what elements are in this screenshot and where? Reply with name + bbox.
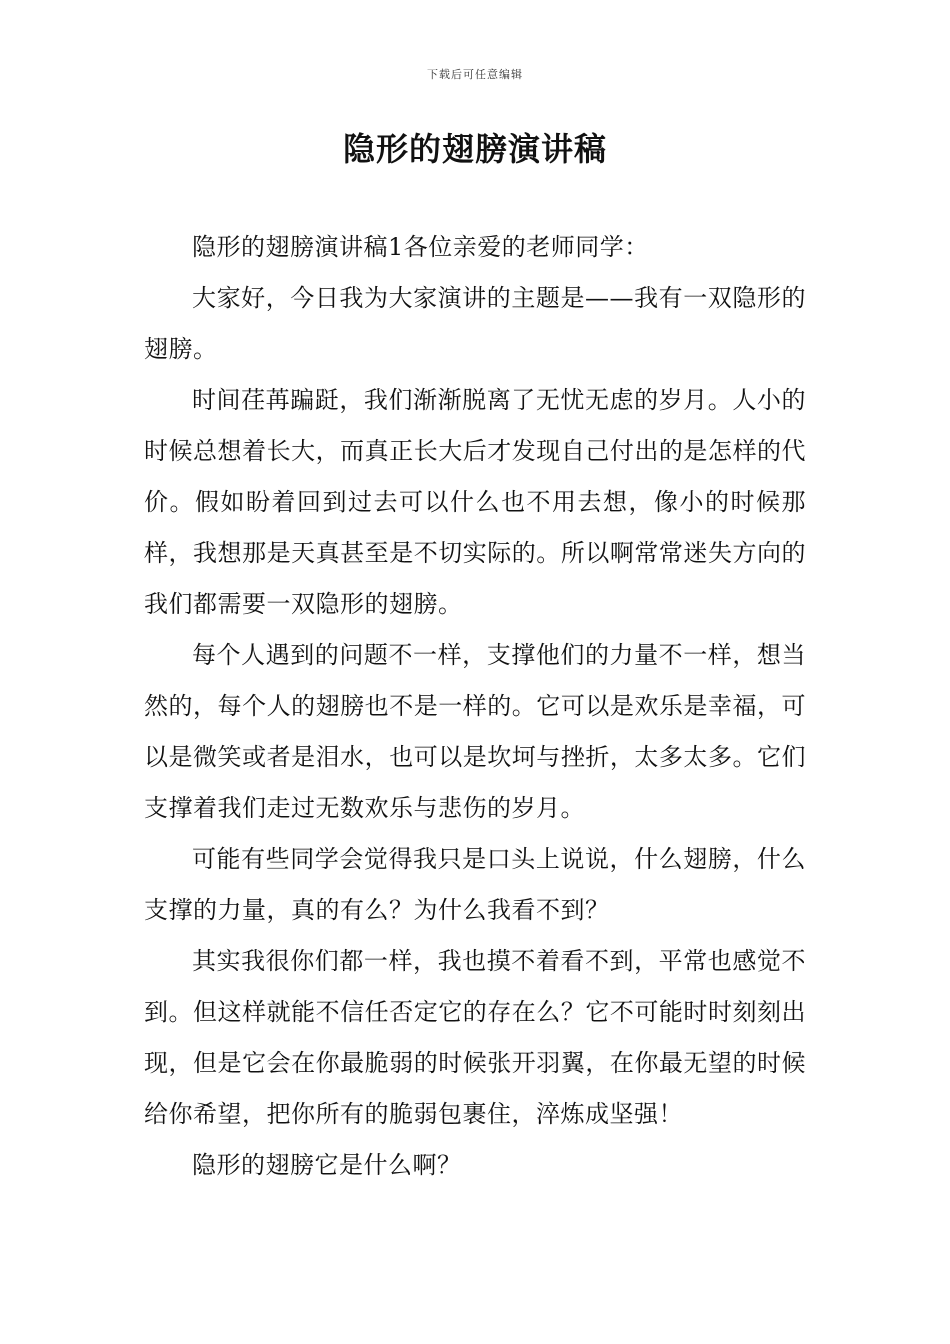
paragraph: 隐形的翅膀它是什么啊？ xyxy=(192,1151,462,1179)
document-body xyxy=(144,222,806,1191)
paragraph: 大家好，今日我为大家演讲的主题是——我有一双隐形的翅膀。 xyxy=(144,284,806,363)
paragraph: 其实我很你们都一样，我也摸不着看不到，平常也感觉不到。但这样就能不信任否定它的存在么？它不可能时时刻刻出现，但是它会在你最脆弱的时候张开羽翼，在你最无望的时候给你希望，把你所有的脆弱包裹住，淬炼成坚强！ xyxy=(144,947,806,1128)
paragraph: 时间荏苒蹁跹，我们渐渐脱离了无忧无虑的岁月。人小的时候总想着长大，而真正长大后才发现自己付出的是怎样的代价。假如盼着回到过去可以什么也不用去想，像小的时候那样，我想那是天真甚至是不切实际的。所以啊常常迷失方向的我们都需要一双隐形的翅膀。 xyxy=(144,386,806,618)
document-title: 隐形的翅膀演讲稿 xyxy=(342,130,607,168)
paragraph: 每个人遇到的问题不一样，支撑他们的力量不一样，想当然的，每个人的翅膀也不是一样的。它可以是欢乐是幸福，可以是微笑或者是泪水，也可以是坎坷与挫折，太多太多。它们支撑着我们走过无数欢乐与悲伤的岁月。 xyxy=(144,641,806,822)
header-note: 下载后可任意编辑 xyxy=(427,68,523,81)
paragraph: 隐形的翅膀演讲稿1各位亲爱的老师同学： xyxy=(192,233,649,261)
paragraph: 可能有些同学会觉得我只是口头上说说，什么翅膀，什么支撑的力量，真的有么？为什么我看不到？ xyxy=(144,845,806,924)
